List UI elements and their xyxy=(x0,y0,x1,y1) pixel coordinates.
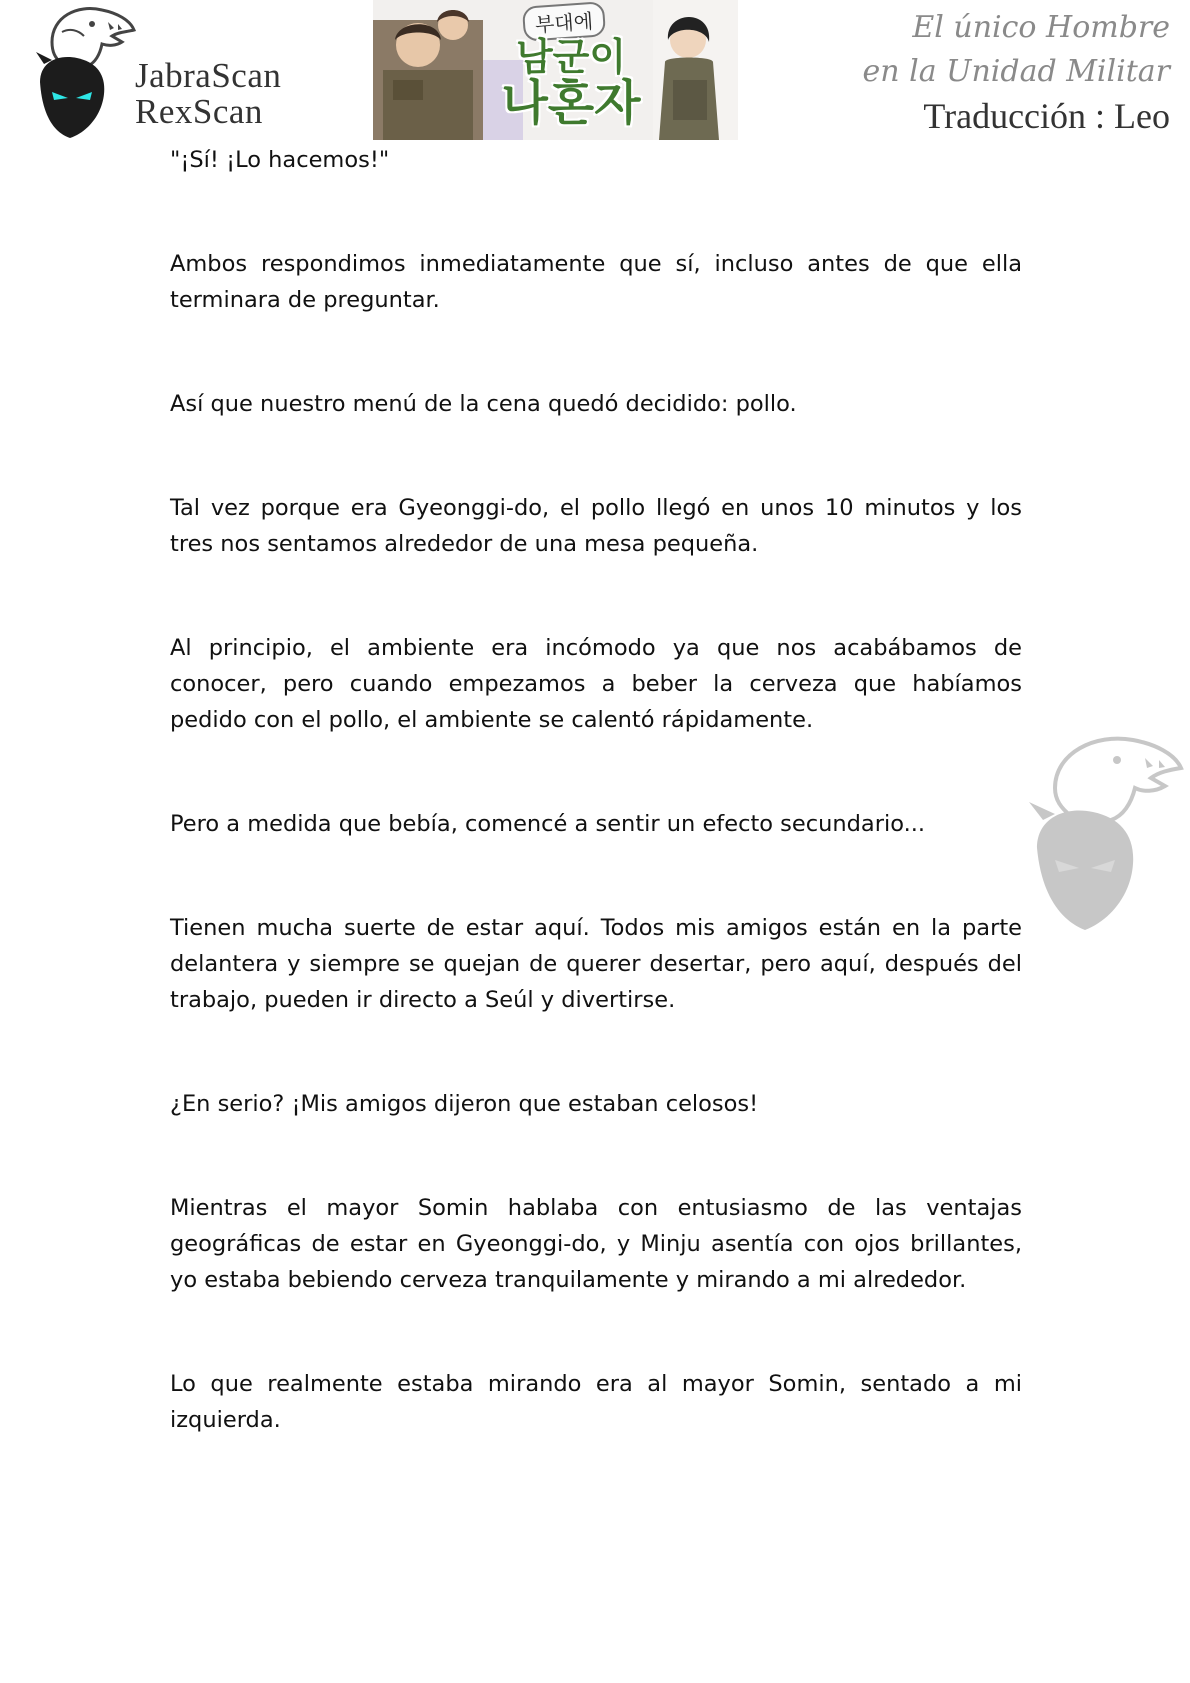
scan-group-brand xyxy=(135,58,281,130)
cover-title-line-2: 나혼자 xyxy=(501,75,641,131)
paragraph: Al principio, el ambiente era incómodo ya que nos acabábamos de conocer, pero cuando empezamos a beber la cerveza que habíamos pedido con el pollo, el ambiente se calentó rápidamente. xyxy=(170,635,1022,733)
series-info xyxy=(863,6,1170,138)
dinosaur-watermark-icon xyxy=(1015,728,1190,943)
paragraph: Pero a medida que bebía, comencé a sentir un efecto secundario... xyxy=(170,811,926,837)
series-title-line-2: en la Unidad Militar xyxy=(862,54,1170,89)
paragraph: Mientras el mayor Somin hablaba con entusiasmo de las ventajas geográficas de estar en Gyeonggi-do, y Minju asentía con ojos brillantes, yo estaba bebiendo cerveza tranquilamente y mirando a mi alrededor. xyxy=(170,1195,1022,1293)
chapter-text xyxy=(170,142,1022,1438)
cover-title-line-1: 남군이 xyxy=(515,35,627,79)
paragraph: Lo que realmente estaba mirando era al mayor Somin, sentado a mi izquierda. xyxy=(170,1371,1022,1433)
paragraph: "¡Sí! ¡Lo hacemos!" xyxy=(170,147,390,173)
series-title-line-1: El único Hombre xyxy=(912,10,1170,45)
paragraph: Tal vez porque era Gyeonggi-do, el pollo llegó en unos 10 minutos y los tres nos sentamos alrededor de una mesa pequeña. xyxy=(170,495,1022,557)
paragraph: ¿En serio? ¡Mis amigos dijeron que estaban celosos! xyxy=(170,1091,759,1117)
dinosaur-logo-icon xyxy=(22,2,142,142)
series-cover-banner xyxy=(373,0,738,140)
cover-subtitle-label: 부대에 xyxy=(522,1,606,42)
brand-line-1: JabraScan xyxy=(135,56,282,95)
paragraph: Ambos respondimos inmediatamente que sí, incluso antes de que ella terminara de preguntar. xyxy=(170,251,1022,313)
cover-korean-title xyxy=(481,34,661,131)
paragraph: Así que nuestro menú de la cena quedó decidido: pollo. xyxy=(170,391,797,417)
brand-line-2: RexScan xyxy=(135,92,263,131)
translator-credit: Traducción : Leo xyxy=(923,96,1170,136)
page-header xyxy=(0,0,1190,145)
paragraph: Tienen mucha suerte de estar aquí. Todos mis amigos están en la parte delantera y siempre se quejan de querer desertar, pero aquí, después del trabajo, pueden ir directo a Seúl y divertirse. xyxy=(170,915,1022,1013)
